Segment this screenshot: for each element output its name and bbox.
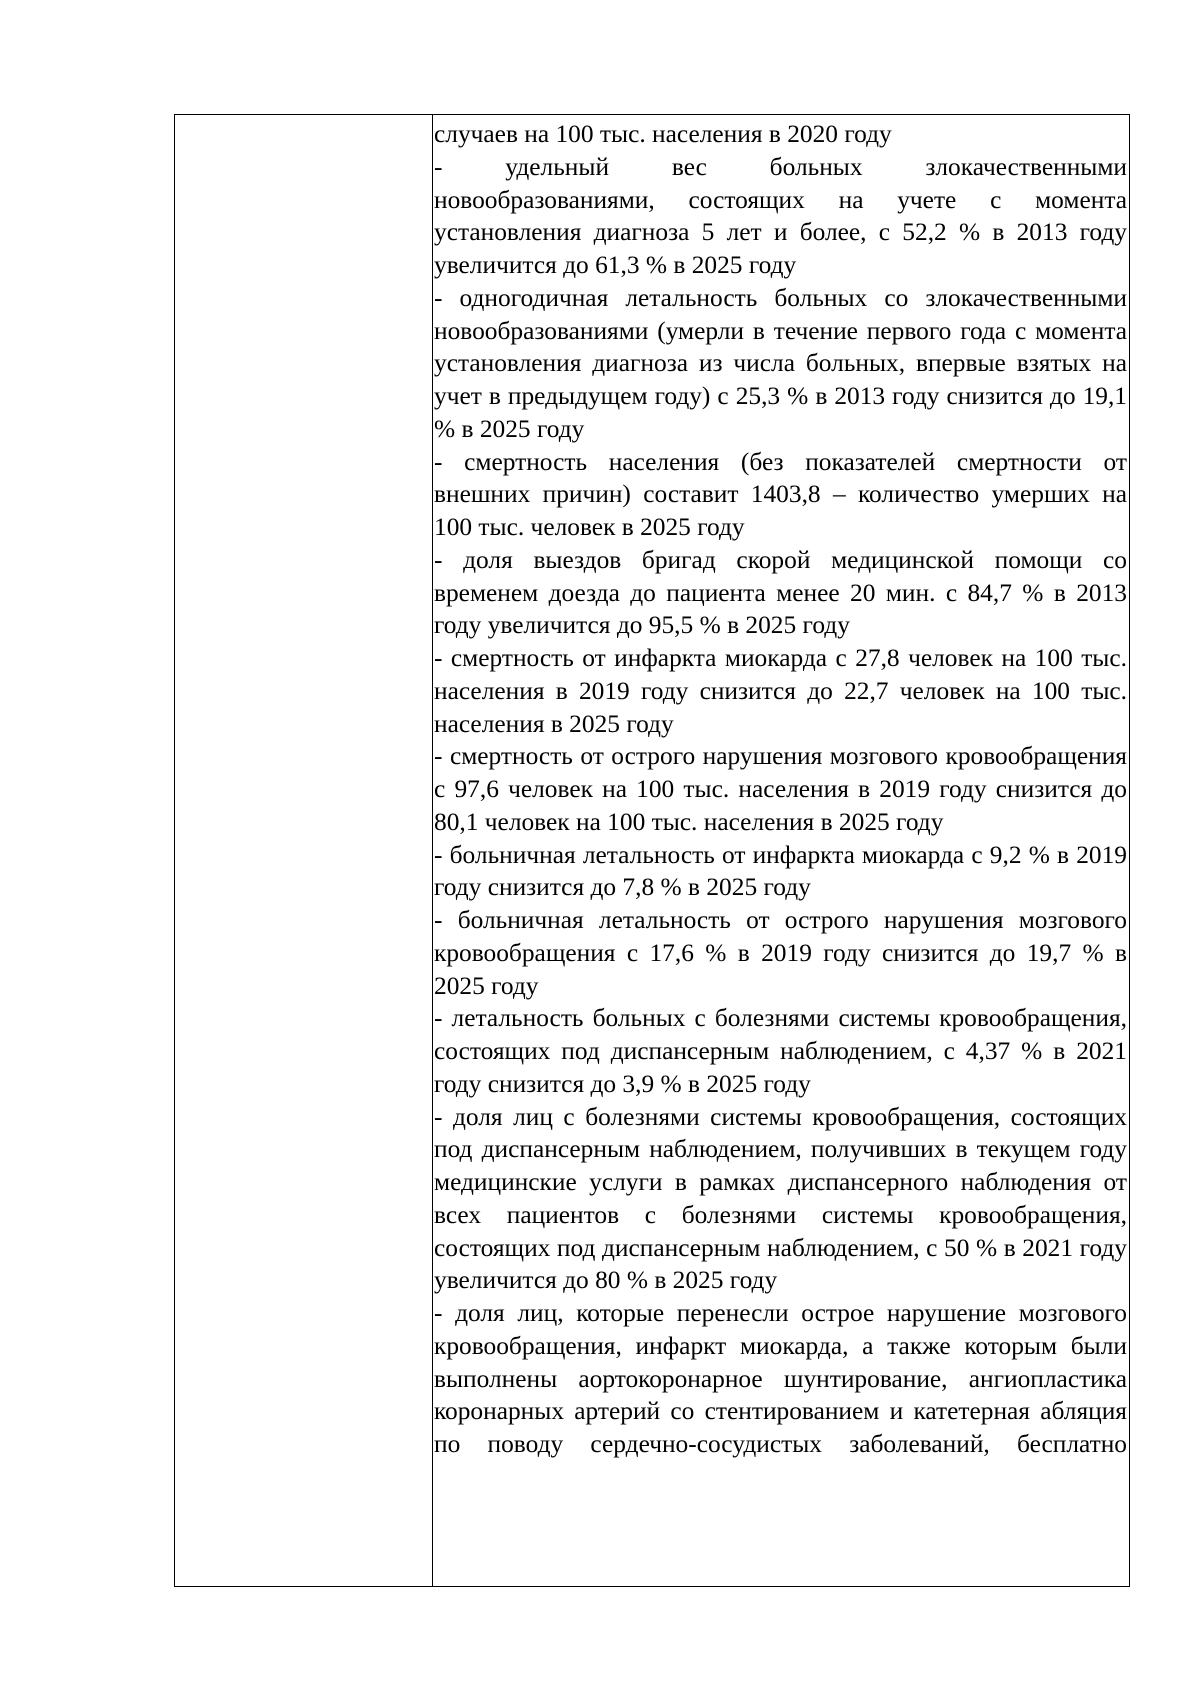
indicators-table [174,114,1130,1587]
paragraph: - смертность населения (без показателей смертности от внешних причин) составит 1403,8 – количество умерших на 100 тыс. человек в 2025 году [434,447,1127,541]
paragraph: - больничная летальность от острого нарушения мозгового кровообращения с 17,6 % в 2019 году снизится до 19,7 % в 2025 году [434,906,1127,1000]
paragraph: случаев на 100 тыс. населения в 2020 году [434,120,892,148]
table-right-cell [433,115,1129,1586]
paragraph: - доля лиц, которые перенесли острое нарушение мозгового кровообращения, инфаркт миокарда, а также которым были выполнены аортокоронарное шунтирование, ангиопластика коронарных артерий со стентированием и катетерная абляция по поводу сердечно-сосудистых заболеваний, бесплатно [434,1299,1127,1458]
paragraph: - доля лиц с болезнями системы кровообращения, состоящих под диспансерным наблюдением, получивших в текущем году медицинские услуги в рамках диспансерного наблюдения от всех пациентов с болезнями системы кровообращения, состоящих под диспансерным наблюдением, с 50 % в 2021 году увеличится до 80 % в 2025 году [434,1102,1127,1295]
paragraph: - смертность от инфаркта миокарда с 27,8 человек на 100 тыс. населения в 2019 году снизится до 22,7 человек на 100 тыс. населения в 2025 году [434,644,1127,738]
table-left-cell [175,115,433,1586]
paragraph: - удельный вес больных злокачественными новообразованиями, состоящих на учете с момента установления диагноза 5 лет и более, с 52,2 % в 2013 году увеличится до 61,3 % в 2025 году [434,152,1127,279]
paragraph: - смертность от острого нарушения мозгового кровообращения с 97,6 человек на 100 тыс. населения в 2019 году снизится до 80,1 человек на 100 тыс. населения в 2025 году [434,742,1127,836]
paragraph: - доля выездов бригад скорой медицинской помощи со временем доезда до пациента менее 20 мин. с 84,7 % в 2013 году увеличится до 95,5 % в 2025 году [434,545,1127,640]
paragraph: - больничная летальность от инфаркта миокарда с 9,2 % в 2019 году снизится до 7,8 % в 2025 году [434,840,1127,902]
paragraph: - одногодичная летальность больных со злокачественными новообразованиями (умерли в течение первого года с момента установления диагноза из числа больных, впервые взятых на учет в предыдущем году) с 25,3 % в 2013 году снизится до 19,1 % в 2025 году [434,283,1127,443]
paragraph: - летальность больных с болезнями системы кровообращения, состоящих под диспансерным наблюдением, с 4,37 % в 2021 году снизится до 3,9 % в 2025 году [434,1004,1127,1098]
